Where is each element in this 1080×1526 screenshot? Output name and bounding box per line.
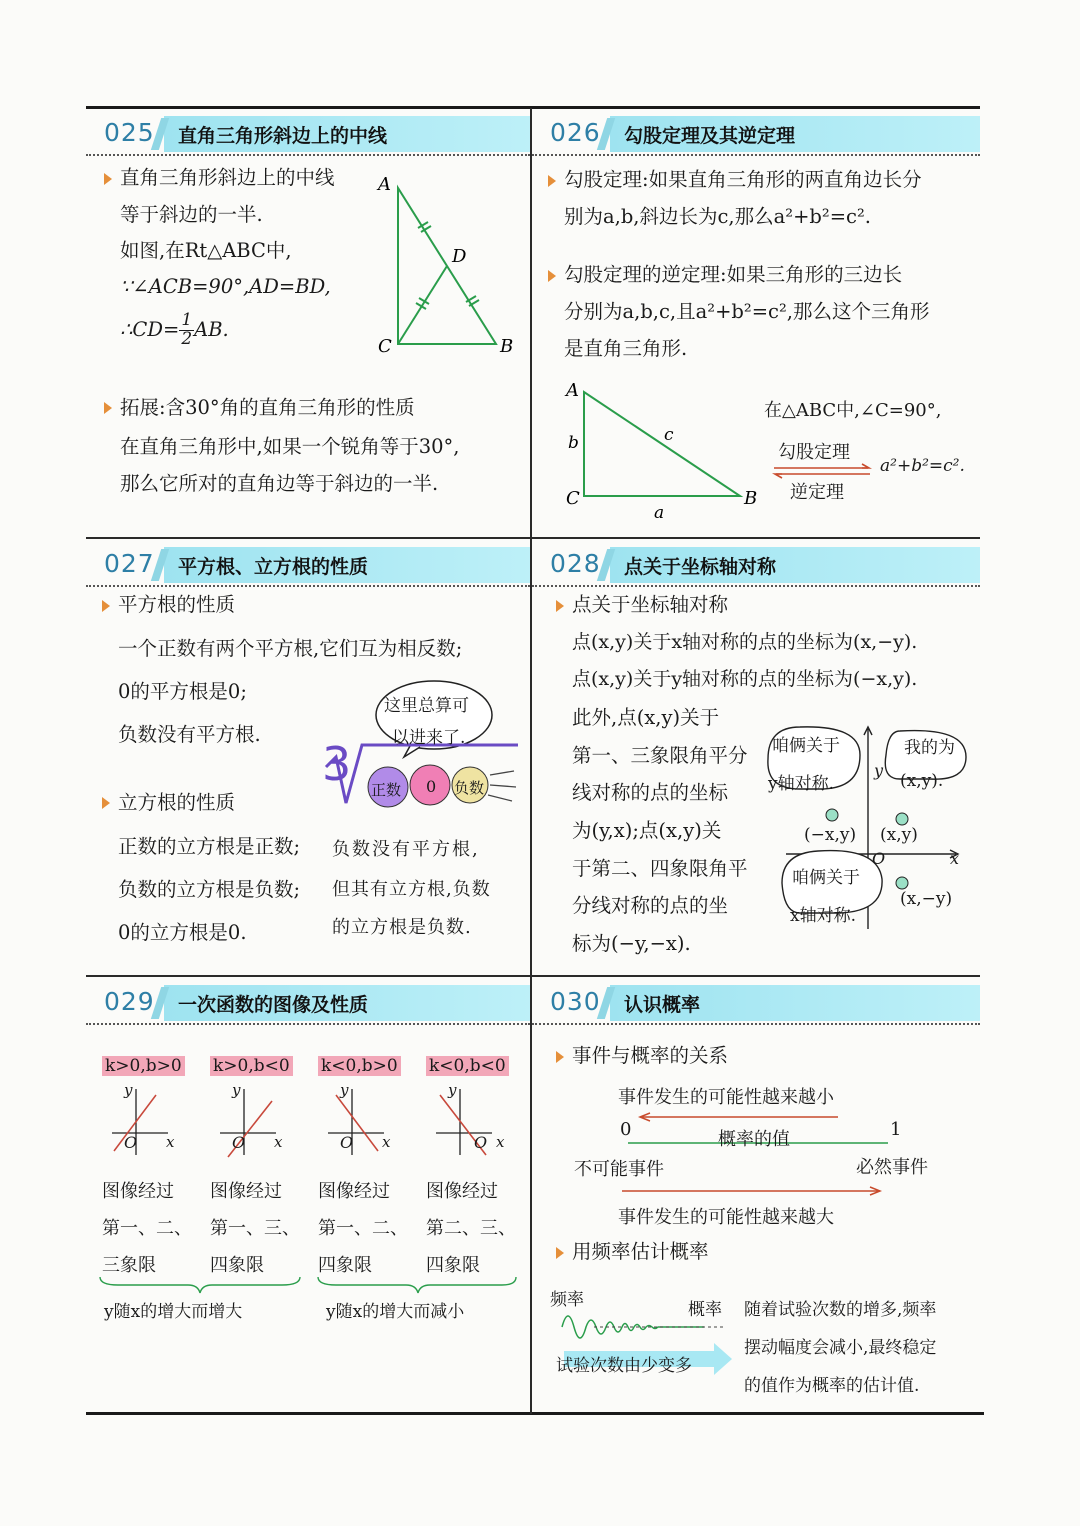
axis-label-x: x [166, 1133, 175, 1151]
condition-label [210, 1053, 293, 1076]
text-line: 0的平方根是0; [118, 680, 247, 703]
bubble-text: 以进来了. [392, 728, 466, 748]
axis-label-y: y [874, 761, 884, 780]
text-line: ∵∠ACB=90°,AD=BD, [120, 275, 331, 298]
panel-header [86, 985, 530, 1021]
title-bar [164, 547, 530, 583]
section-number: 026 [550, 118, 601, 147]
note-line: 的立方根是负数. [332, 917, 472, 938]
row-divider-1 [86, 537, 980, 539]
section-number: 029 [104, 987, 155, 1016]
bubble-text: y轴对称. [768, 774, 835, 794]
probability-text: 事件发生的可能性越来越大 [618, 1207, 834, 1228]
case-desc: 第一、二、 [318, 1218, 408, 1239]
panel-025 [86, 110, 530, 536]
arrow-right-icon [622, 1183, 892, 1199]
note-line: 负数没有平方根, [332, 839, 480, 860]
probability-text: 事件发生的可能性越来越小 [618, 1087, 834, 1108]
text-line: 正数的立方根是正数; [118, 835, 301, 858]
panel-028 [532, 541, 980, 973]
property-label: y随x的增大而增大 [104, 1302, 243, 1322]
side-c: c [664, 425, 674, 445]
point-label: (x,y) [880, 825, 918, 845]
side-b: b [568, 433, 579, 453]
condition-text: k<0,b>0 [318, 1056, 401, 1076]
section-number: 027 [104, 549, 155, 578]
arrow-label-bottom: 逆定理 [790, 482, 844, 503]
bottom-rule [86, 1412, 984, 1415]
text-line: 为(y,x);点(x,y)关 [572, 819, 722, 842]
character-label: 0 [426, 777, 437, 796]
title-bar [610, 547, 980, 583]
text-line: 勾股定理的逆定理:如果三角形的三边长 [564, 263, 903, 286]
text-line: 负数的立方根是负数; [118, 878, 301, 901]
origin-label: O [474, 1133, 488, 1152]
bullet-icon [548, 270, 556, 282]
text-line: 拓展:含30°角的直角三角形的性质 [120, 396, 415, 419]
note-line: 但其有立方根,负数 [332, 879, 491, 900]
point-icon [896, 813, 908, 825]
frequency-label: 频率 [550, 1290, 584, 1310]
case-desc: 第二、三、 [426, 1218, 516, 1239]
case-desc: 图像经过 [210, 1181, 282, 1202]
panel-027 [86, 541, 530, 973]
scale-label: 概率的值 [718, 1129, 790, 1150]
panel-header [532, 985, 980, 1021]
side-a: a [654, 503, 665, 523]
vertex-c: C [378, 336, 392, 357]
condition-text: k>0,b<0 [210, 1056, 293, 1076]
formula-line [120, 312, 229, 349]
text-line: 0的立方根是0. [118, 921, 247, 944]
axis-label-y: y [448, 1081, 457, 1099]
text-line: 第一、三象限角平分 [572, 744, 748, 767]
axis-label-x: x [382, 1133, 391, 1151]
bullet-icon [548, 175, 556, 187]
dotted-divider [532, 154, 980, 156]
probability-label: 概率 [688, 1300, 722, 1320]
heading: 立方根的性质 [118, 791, 236, 814]
bubble-text: 这里总算可 [384, 696, 469, 716]
origin-label: O [124, 1133, 138, 1152]
axis-label-y: y [232, 1081, 241, 1099]
title-bar [164, 116, 530, 152]
case-desc: 图像经过 [102, 1181, 174, 1202]
dotted-divider [86, 154, 530, 156]
bullet-icon [104, 173, 112, 185]
panel-header [532, 116, 980, 152]
panel-029 [86, 979, 530, 1411]
bullet-icon [556, 1051, 564, 1063]
dotted-divider [86, 1023, 530, 1025]
heading: 用频率估计概率 [572, 1240, 709, 1263]
dotted-divider [532, 1023, 980, 1025]
certain-event: 必然事件 [856, 1157, 928, 1178]
point-label: (x,−y) [900, 889, 953, 909]
explanation-line: 的值作为概率的估计值. [744, 1376, 920, 1396]
bullet-icon [102, 600, 110, 612]
axis-label-y: y [124, 1081, 133, 1099]
title-bar [164, 985, 530, 1021]
section-title: 直角三角形斜边上的中线 [178, 125, 388, 147]
case-desc: 第一、二、 [102, 1218, 192, 1239]
condition-text: k>0,b>0 [102, 1056, 185, 1076]
property-label: y随x的增大而减小 [326, 1302, 465, 1322]
dotted-divider [532, 585, 980, 587]
text-line: 一个正数有两个平方根,它们互为相反数; [118, 637, 463, 660]
section-number: 030 [550, 987, 601, 1016]
origin-label: O [340, 1133, 354, 1152]
right-triangle-abc-figure [562, 378, 762, 523]
text-line: 如图,在Rt△ABC中, [120, 239, 292, 262]
condition-label [426, 1053, 509, 1076]
impossible-event: 不可能事件 [574, 1159, 664, 1180]
vertex-b: B [500, 336, 514, 357]
text-line: 那么它所对的直角边等于斜边的一半. [120, 472, 439, 495]
trials-label: 试验次数由少变多 [556, 1356, 692, 1376]
text-line: 负数没有平方根. [118, 723, 261, 746]
character-label: 正数 [371, 781, 402, 799]
text-line: 标为(−y,−x). [572, 932, 691, 955]
case-desc: 图像经过 [318, 1181, 390, 1202]
scale-zero: 0 [620, 1119, 632, 1140]
case-desc: 图像经过 [426, 1181, 498, 1202]
scale-one: 1 [890, 1119, 902, 1140]
denominator: 2 [181, 328, 193, 349]
panel-header [86, 547, 530, 583]
dotted-divider [86, 585, 530, 587]
note-line: 在△ABC中,∠C=90°, [764, 400, 942, 421]
bubble-text: x轴对称. [790, 906, 856, 926]
section-number: 028 [550, 549, 601, 578]
condition-label [102, 1053, 185, 1076]
bullet-icon [104, 402, 112, 414]
row-divider-2 [86, 975, 980, 977]
point-icon [896, 877, 908, 889]
bubble-text: 咱俩关于 [772, 736, 840, 756]
text-line: 点(x,y)关于x轴对称的点的坐标为(x,−y). [572, 631, 918, 653]
median-line [398, 266, 447, 344]
vertex-d: D [452, 246, 467, 267]
section-title: 平方根、立方根的性质 [178, 556, 369, 578]
vertex-a: A [378, 174, 391, 195]
text-line: 等于斜边的一半. [120, 203, 263, 226]
text-line: 直角三角形斜边上的中线 [120, 166, 335, 189]
fraction [179, 312, 194, 349]
axis-label-x: x [950, 849, 960, 868]
text-line: 是直角三角形. [564, 337, 688, 360]
bullet-icon [556, 600, 564, 612]
explanation-line: 随着试验次数的增多,频率 [744, 1300, 937, 1320]
vertex-a: A [566, 380, 579, 401]
formula-prefix: ∴CD= [120, 317, 180, 341]
heading: 事件与概率的关系 [572, 1044, 729, 1067]
panel-026 [532, 110, 980, 536]
bubble-text: 我的为 [904, 738, 955, 758]
heading: 平方根的性质 [118, 593, 236, 616]
right-triangle-figure [366, 170, 516, 360]
text-line: 于第二、四象限角平 [572, 857, 748, 880]
section-number: 025 [104, 118, 155, 147]
text-line: 此外,点(x,y)关于 [572, 706, 720, 729]
numerator: 1 [181, 310, 193, 330]
text-line: 在直角三角形中,如果一个锐角等于30°, [120, 435, 460, 458]
top-rule [86, 106, 980, 109]
text-line: 分别为a,b,c,且a²+b²=c²,那么这个三角形 [564, 300, 930, 323]
formula-suffix: AB. [194, 317, 229, 341]
section-title: 一次函数的图像及性质 [178, 994, 369, 1016]
case-desc: 四象限 [318, 1255, 372, 1276]
text-line: 分线对称的点的坐 [572, 894, 729, 917]
heading: 点关于坐标轴对称 [572, 593, 729, 616]
panel-header [532, 547, 980, 583]
bullet-icon [556, 1247, 564, 1259]
explanation-line: 摆动幅度会减小,最终稳定 [744, 1338, 937, 1358]
case-desc: 四象限 [210, 1255, 264, 1276]
bubble-text: (x,y). [900, 771, 944, 791]
text-line: 别为a,b,斜边长为c,那么a²+b²=c². [564, 205, 871, 228]
root-index: 3 [322, 737, 352, 791]
origin-label: O [232, 1133, 246, 1152]
title-bar [610, 116, 980, 152]
condition-label [318, 1053, 401, 1076]
text-line: 点(x,y)关于y轴对称的点的坐标为(−x,y). [572, 668, 918, 690]
case-desc: 四象限 [426, 1255, 480, 1276]
text-line: 勾股定理:如果直角三角形的两直角边长分 [564, 168, 922, 191]
panel-030 [532, 979, 980, 1411]
vertex-b: B [744, 488, 758, 509]
axis-label-y: y [340, 1081, 349, 1099]
bullet-icon [102, 797, 110, 809]
condition-text: k<0,b<0 [426, 1056, 509, 1076]
title-bar [610, 985, 980, 1021]
vertex-c: C [566, 488, 580, 509]
section-title: 勾股定理及其逆定理 [624, 125, 796, 147]
double-arrow-icon [772, 464, 872, 478]
section-title: 点关于坐标轴对称 [624, 556, 777, 578]
case-desc: 第一、三、 [210, 1218, 300, 1239]
arrow-label-top: 勾股定理 [778, 442, 850, 463]
axis-label-x: x [274, 1133, 283, 1151]
text-line: 线对称的点的坐标 [572, 781, 729, 804]
brace-figure [98, 1275, 518, 1295]
point-label: (−x,y) [804, 825, 857, 845]
triangle-outline [584, 392, 740, 496]
case-desc: 三象限 [102, 1255, 156, 1276]
axis-label-x: x [496, 1133, 505, 1151]
panel-header [86, 116, 530, 152]
character-label: 负数 [454, 779, 485, 797]
point-icon [826, 809, 838, 821]
origin-label: O [872, 849, 886, 868]
bubble-text: 咱俩关于 [792, 868, 860, 888]
section-title: 认识概率 [624, 994, 701, 1016]
equation: a²+b²=c². [880, 456, 965, 476]
